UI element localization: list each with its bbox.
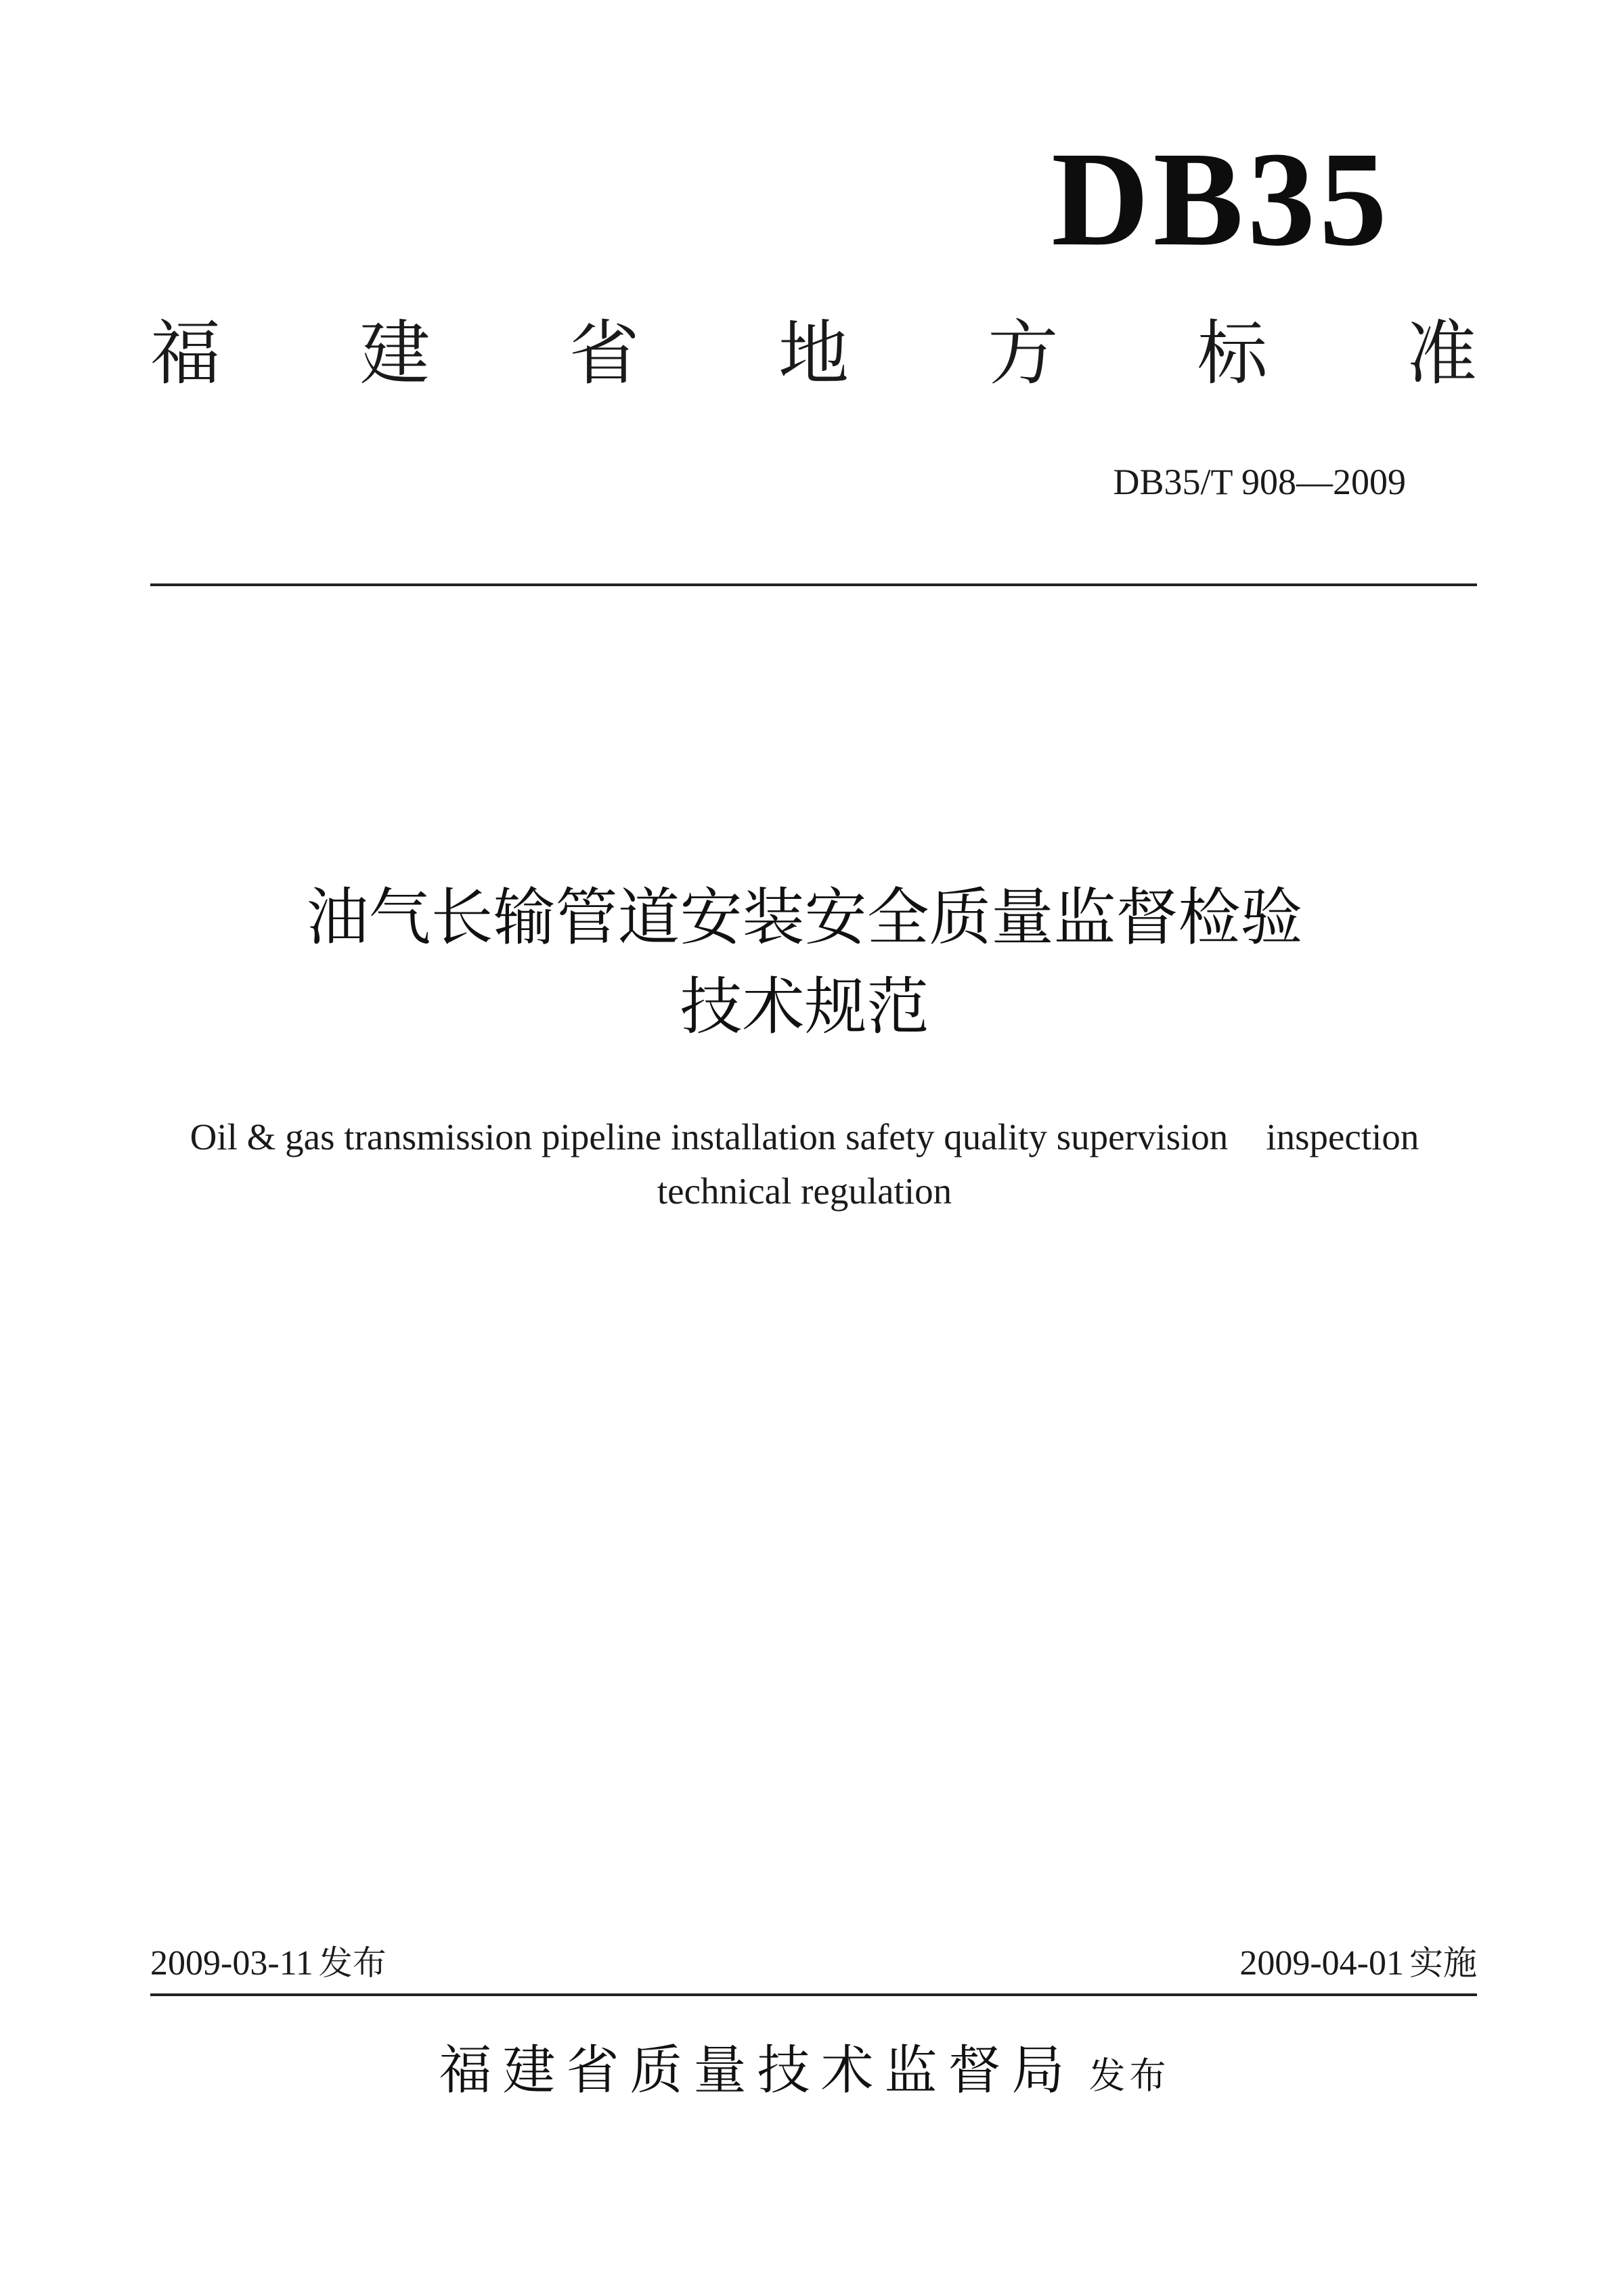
chinese-title	[0, 873, 1609, 1052]
standard-number: DB35/T 908—2009	[1113, 462, 1406, 502]
chinese-title-line-1: 油气长输管道安装安全质量监督检验	[306, 881, 1303, 954]
publisher	[0, 2040, 1609, 2101]
category-char: 省	[569, 312, 640, 395]
english-title-line-1	[0, 1110, 1609, 1164]
implementation-date-label: 实施	[1409, 1943, 1477, 1983]
category-char: 福	[150, 312, 221, 395]
top-divider	[150, 583, 1477, 586]
category-char: 准	[1406, 312, 1477, 395]
english-title-line-2: technical regulation	[657, 1170, 952, 1212]
category-char: 建	[359, 312, 431, 395]
implementation-date	[1239, 1943, 1477, 1983]
standard-category	[150, 312, 1477, 395]
english-title	[0, 1110, 1609, 1218]
publisher-label: 发布	[1088, 2054, 1170, 2097]
issue-date-value: 2009-03-11	[150, 1944, 313, 1983]
bottom-divider	[150, 1993, 1477, 1996]
english-title-line-1-part-2: inspection	[1266, 1116, 1419, 1157]
chinese-title-line-2: 技术规范	[680, 971, 929, 1043]
english-title-line-1-part-1: Oil & gas transmission pipeline installation safety quality supervision	[190, 1116, 1229, 1157]
issue-date	[150, 1943, 387, 1983]
issue-date-label: 发布	[318, 1943, 387, 1983]
category-char: 地	[778, 312, 849, 395]
publisher-name: 福建省质量技术监督局	[439, 2040, 1076, 2101]
standard-code-logo: DB35	[1051, 125, 1391, 274]
category-char: 方	[988, 312, 1059, 395]
category-char: 标	[1197, 312, 1268, 395]
implementation-date-value: 2009-04-01	[1239, 1944, 1404, 1983]
